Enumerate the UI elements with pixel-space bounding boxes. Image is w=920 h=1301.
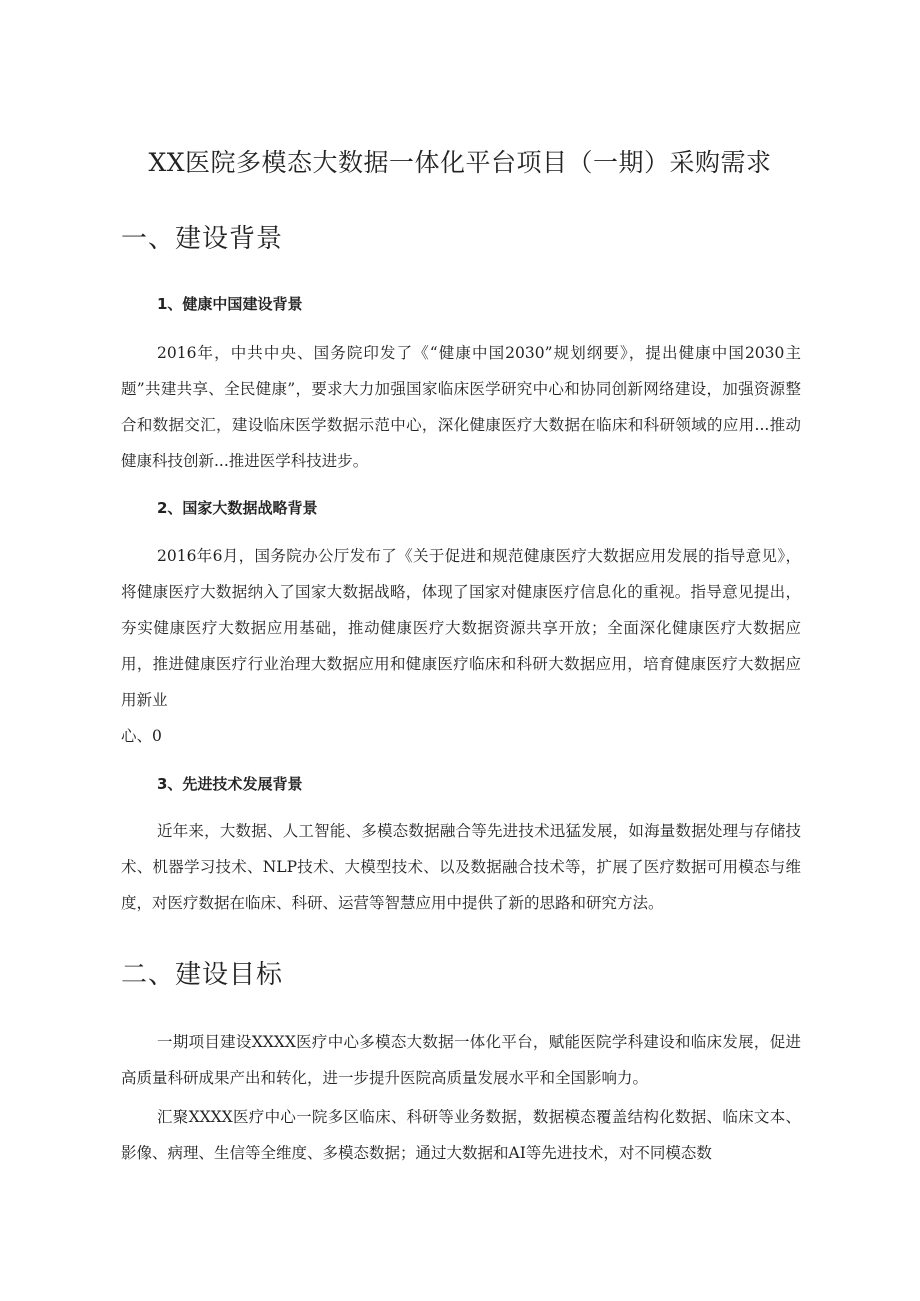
- subsection-heading-big-data-strategy: 2、国家大数据战略背景: [157, 499, 318, 517]
- paragraph-goals-2: 汇聚XXXX医疗中心一院多区临床、科研等业务数据，数据模态覆盖结构化数据、临床文本、影像、病理、生信等全维度、多模态数据；通过大数据和AI等先进技术，对不同模态数: [121, 1108, 801, 1162]
- paragraph-big-data-strategy: 2016年6月，国务院办公厅发布了《关于促进和规范健康医疗大数据应用发展的指导意见》，将健康医疗大数据纳入了国家大数据战略，体现了国家对健康医疗信息化的重视。指导意见提出，夯实健康医疗大数据应用基础，推动健康医疗大数据资源共享开放；全面深化健康医疗大数据应用，推进健康医疗行业治理大数据应用和健康医疗临床和科研大数据应用，培育健康医疗大数据应用新业: [121, 547, 801, 709]
- trailing-fragment-line: 心、0: [121, 727, 162, 745]
- section-heading-goals: 二、建设目标: [121, 960, 284, 990]
- section-heading-background: 一、建设背景: [121, 224, 284, 254]
- subsection-heading-advanced-tech: 3、先进技术发展背景: [157, 775, 303, 793]
- paragraph-goals-1: 一期项目建设XXXX医疗中心多模态大数据一体化平台，赋能医院学科建设和临床发展，促进高质量科研成果产出和转化，进一步提升医院高质量发展水平和全国影响力。: [121, 1033, 801, 1087]
- paragraph-healthy-china: 2016年，中共中央、国务院印发了《“健康中国2030”规划纲要》，提出健康中国2030主题”共建共享、全民健康”，要求大力加强国家临床医学研究中心和协同创新网络建设，加强资源整合和数据交汇，建设临床医学数据示范中心，深化健康医疗大数据在临床和科研领域的应用...推动健康科技创新...推进医学科技进步。: [121, 344, 801, 470]
- subsection-heading-healthy-china: 1、健康中国建设背景: [157, 295, 303, 313]
- paragraph-advanced-tech: 近年来，大数据、人工智能、多模态数据融合等先进技术迅猛发展，如海量数据处理与存储技术、机器学习技术、NLP技术、大模型技术、以及数据融合技术等，扩展了医疗数据可用模态与维度，对医疗数据在临床、科研、运营等智慧应用中提供了新的思路和研究方法。: [121, 822, 801, 912]
- document-title: XX医院多模态大数据一体化平台项目（一期）采购需求: [148, 148, 772, 177]
